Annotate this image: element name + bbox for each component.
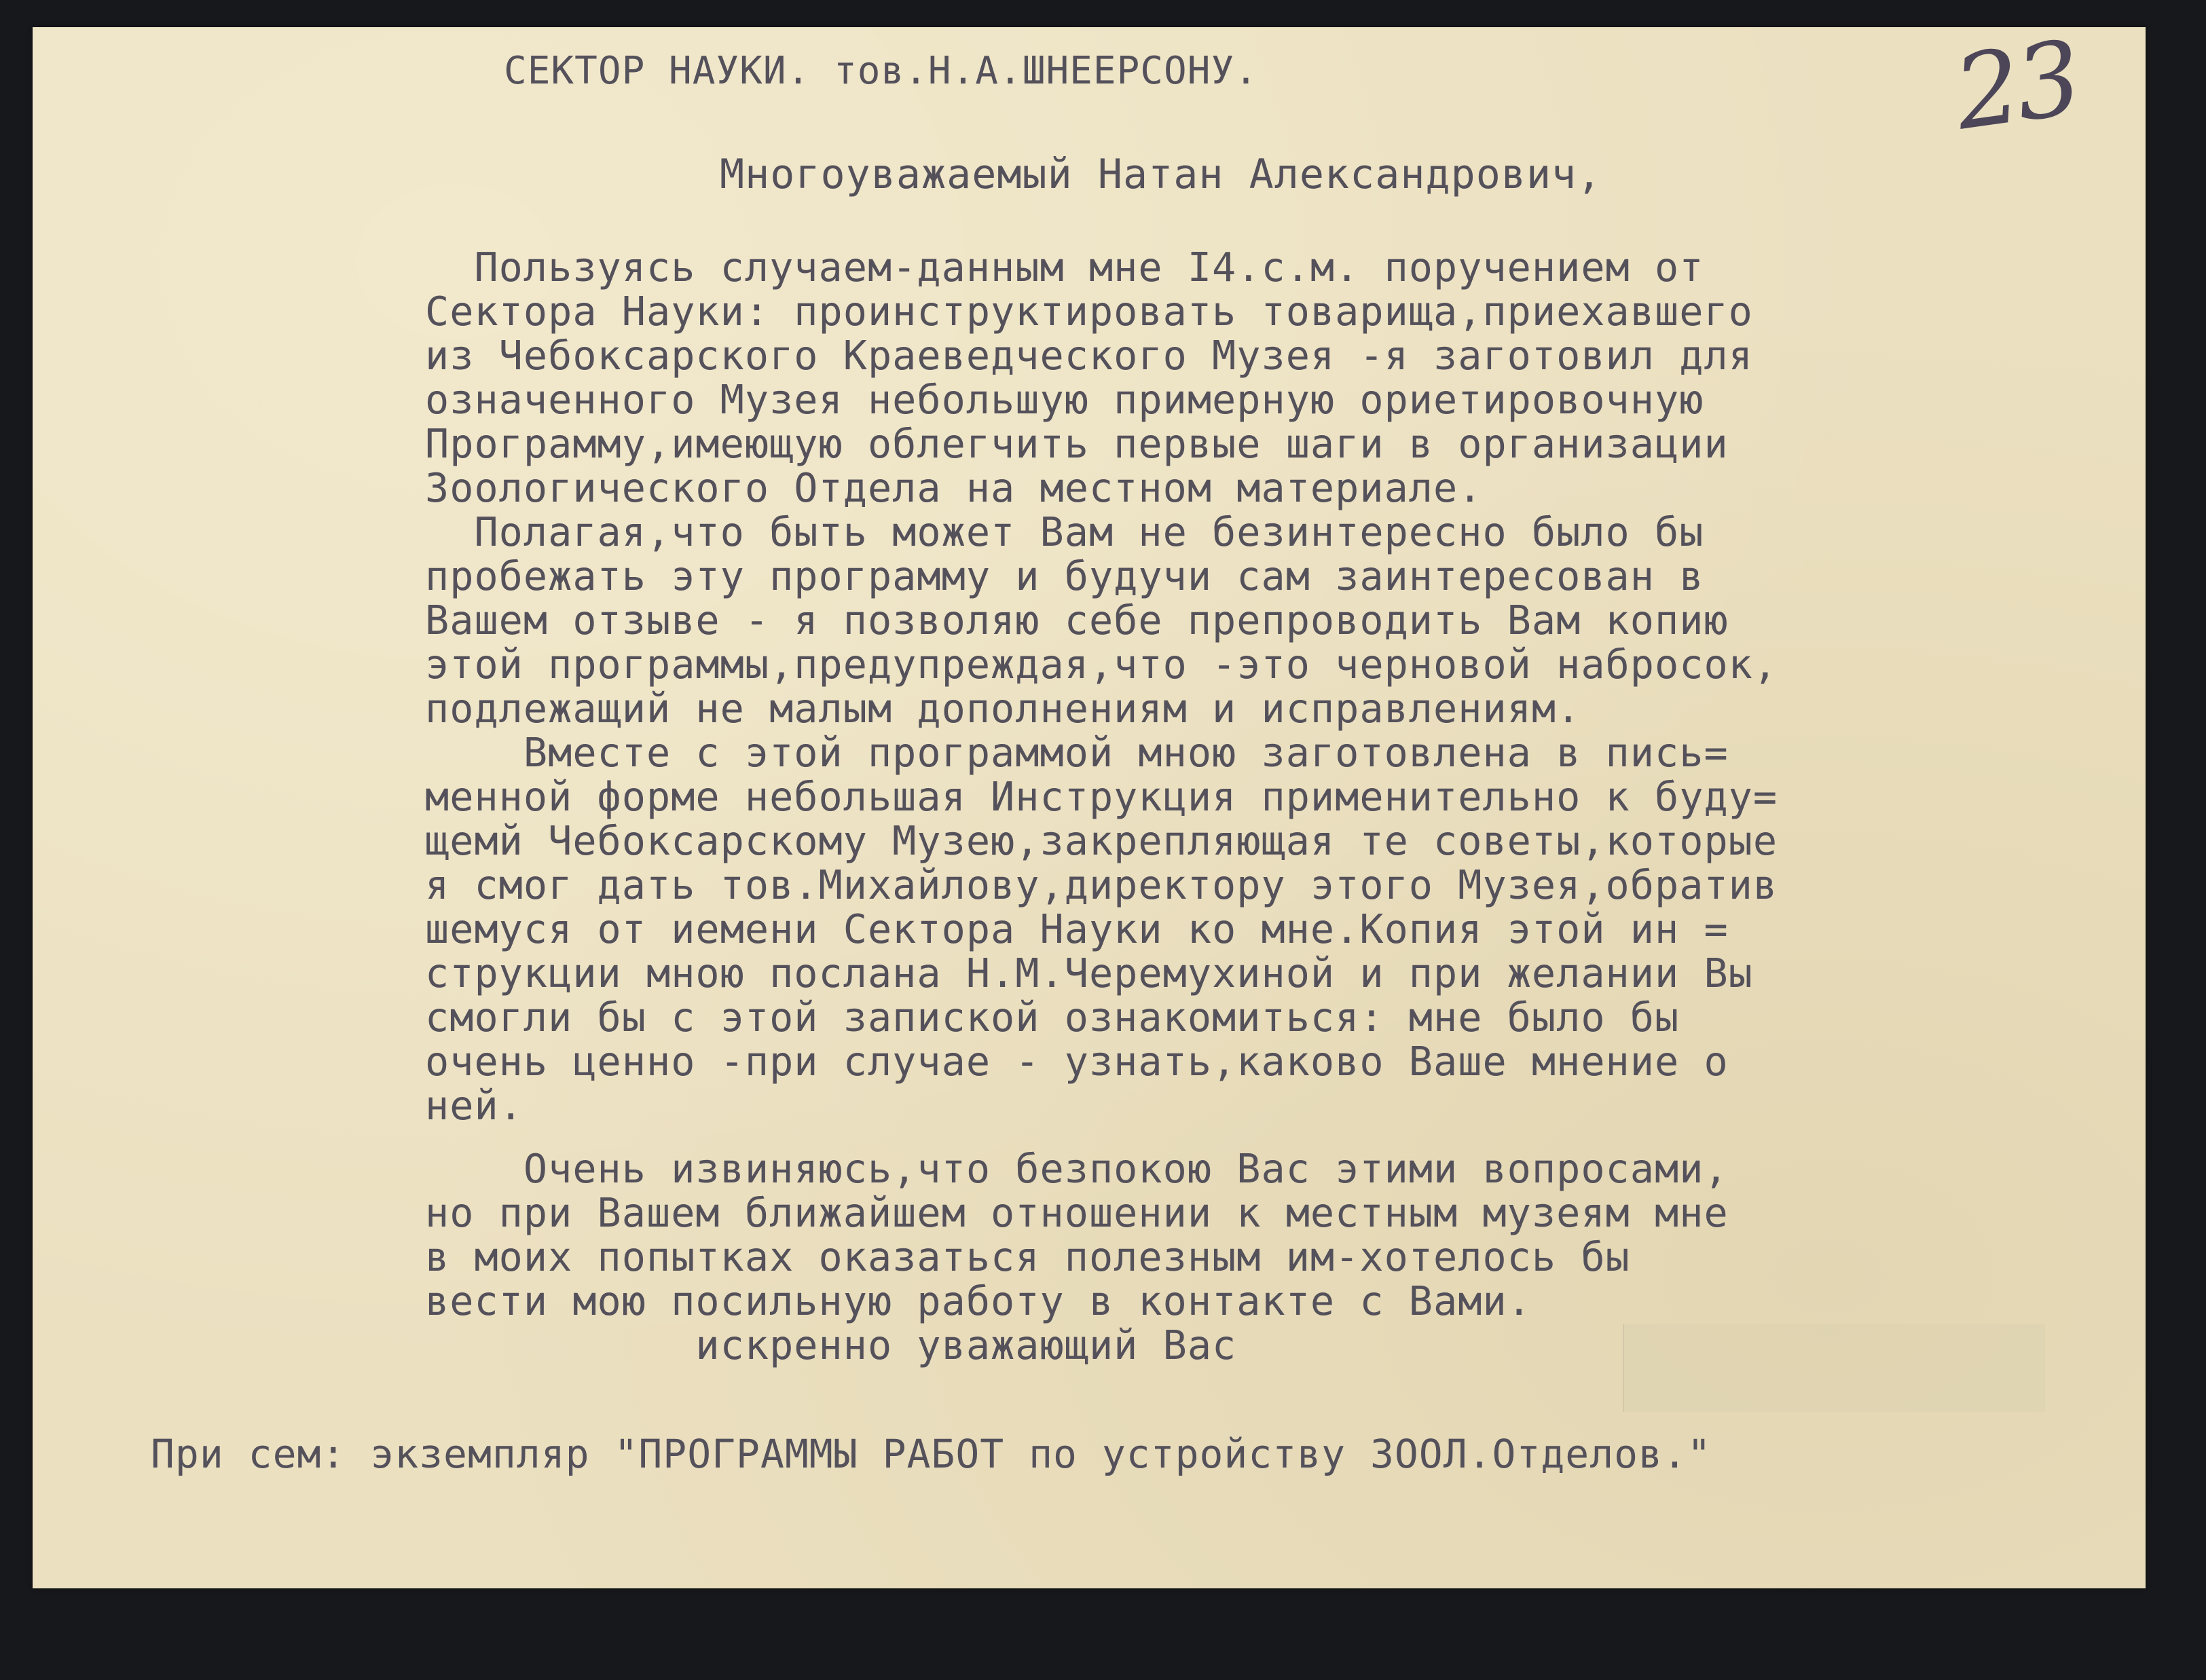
body-line: этой программы,предупреждая,что -это черновой набросок,: [425, 641, 1778, 688]
body-line: Вместе с этой программой мною заготовлена в пись=: [425, 730, 1729, 776]
body-line: вести мою посильную работу в контакте с Вами.: [425, 1278, 1532, 1324]
body-line: подлежащий не малым дополнениям и исправлениям.: [425, 686, 1581, 732]
body-line: ней.: [425, 1083, 523, 1129]
faded-stamp-trace: [1623, 1324, 2045, 1412]
body-line: Сектора Науки: проинструктировать товарища,приехавшего: [425, 288, 1753, 335]
letter-salutation: Многоуважаемый Натан Александрович,: [720, 151, 1602, 198]
body-line: Зоологического Отдела на местном материале.: [425, 465, 1483, 511]
body-line: из Чебоксарского Краеведческого Музея -я заготовил для: [425, 333, 1753, 379]
letter-header: СЕКТОР НАУКИ. тов.Н.А.ШНЕЕРСОНУ.: [504, 49, 1258, 93]
body-line: Вашем отзыве - я позволяю себе препроводить Вам копию: [425, 597, 1729, 643]
body-line: Программу,имеющую облегчить первые шаги в организации: [425, 421, 1729, 467]
archive-page-number: 23: [1947, 19, 2085, 153]
body-line: Полагая,что быть может Вам не безинтересно было бы: [425, 509, 1704, 555]
body-line: Очень извиняюсь,что безпокою Вас этими вопросами,: [425, 1146, 1729, 1192]
body-line: очень ценно -при случае - узнать,каково Ваше мнение о: [425, 1039, 1729, 1085]
body-line: но при Вашем ближайшем отношении к местным музеям мне: [425, 1190, 1729, 1236]
body-line: Пользуясь случаем-данным мне I4.с.м. поручением от: [425, 244, 1704, 291]
body-line: струкции мною послана Н.М.Черемухиной и при желании Вы: [425, 950, 1753, 996]
body-line: в моих попытках оказаться полезным им-хотелось бы: [425, 1234, 1630, 1280]
body-line: пробежать эту программу и будучи сам заинтересован в: [425, 553, 1704, 599]
body-line: щемй Чебоксарскому Музею,закрепляющая те советы,которые: [425, 818, 1778, 864]
enclosure-note: При сем: экземпляр "ПРОГРАММЫ РАБОТ по устройству ЗООЛ.Отделов.": [151, 1431, 1712, 1477]
body-line: означенного Музея небольшую примерную ориетировочную: [425, 377, 1704, 423]
body-line: менной форме небольшая Инструкция применительно к буду=: [425, 774, 1778, 820]
body-line: шемуся от иемени Сектора Науки ко мне.Копия этой ин =: [425, 906, 1729, 952]
body-line: я смог дать тов.Михайлову,директору этого Музея,обратив: [425, 862, 1778, 908]
body-line: смогли бы с этой запиской ознакомиться: мне было бы: [425, 994, 1680, 1041]
closing-line: искренно уважающий Вас: [425, 1322, 1237, 1368]
